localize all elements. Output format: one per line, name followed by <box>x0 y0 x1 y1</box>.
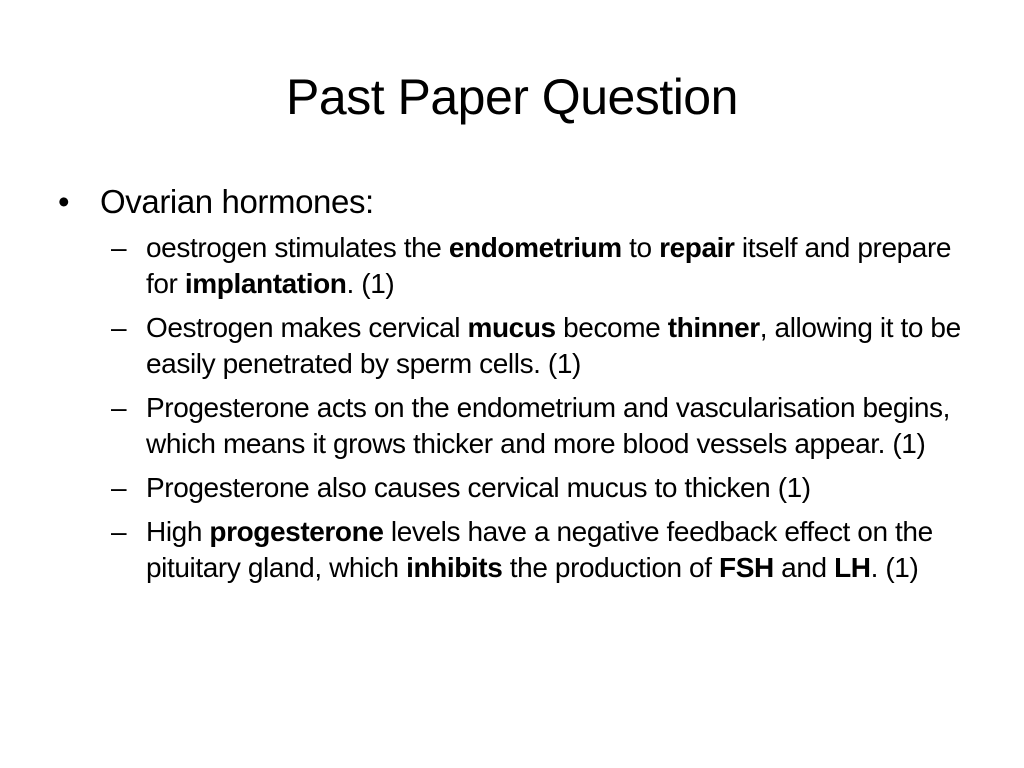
bold-term: inhibits <box>406 552 503 583</box>
sub-bullet-text: Oestrogen makes cervical <box>146 312 468 343</box>
sub-bullet-text: , allowing it to be easily penetrated by sperm cells. (1) <box>146 312 961 379</box>
sub-bullet-text: to <box>621 232 660 263</box>
sub-bullet-text: High <box>146 516 210 547</box>
sub-bullet-text: levels have a negative feedback effect on the pituitary gland, which <box>146 516 933 583</box>
bold-term: FSH <box>718 552 774 583</box>
dash-icon: – <box>111 392 127 423</box>
bold-term: repair <box>659 232 735 263</box>
sub-bullet-item <box>56 470 976 506</box>
sub-bullet-item <box>56 310 976 382</box>
sub-bullet-text: Progesterone also causes cervical mucus to thicken (1) <box>146 472 811 503</box>
sub-bullet-text: oestrogen stimulates the <box>146 232 449 263</box>
bold-term: implantation <box>184 268 347 299</box>
dash-icon: – <box>111 516 127 547</box>
bullet-ovarian-hormones <box>56 180 976 224</box>
bullet-dot-icon: • <box>58 183 70 220</box>
sub-bullet-text: . (1) <box>346 268 395 299</box>
dash-icon: – <box>111 472 127 503</box>
sub-bullet-item <box>56 514 976 586</box>
dash-icon: – <box>111 232 127 263</box>
sub-bullet-text: become <box>555 312 668 343</box>
bold-term: thinner <box>667 312 760 343</box>
sub-bullet-item <box>56 230 976 302</box>
slide-content <box>56 180 976 594</box>
slide-title: Past Paper Question <box>286 69 738 125</box>
bullet-heading: Ovarian hormones: <box>100 183 374 220</box>
sub-bullet-text: Progesterone acts on the endometrium and vascularisation begins, which means it grows thicker and more blood vessels appear. (1) <box>146 392 950 459</box>
bold-term: endometrium <box>448 232 622 263</box>
bold-term: progesterone <box>209 516 384 547</box>
sub-bullet-text: itself and prepare for <box>146 232 952 299</box>
sub-bullet-text: and <box>773 552 835 583</box>
sub-bullet-item <box>56 390 976 462</box>
bold-term: mucus <box>467 312 556 343</box>
sub-bullet-text: the production of <box>502 552 719 583</box>
bold-term: LH <box>834 552 871 583</box>
sub-bullet-list <box>56 230 976 586</box>
sub-bullet-text: . (1) <box>870 552 919 583</box>
dash-icon: – <box>111 312 127 343</box>
